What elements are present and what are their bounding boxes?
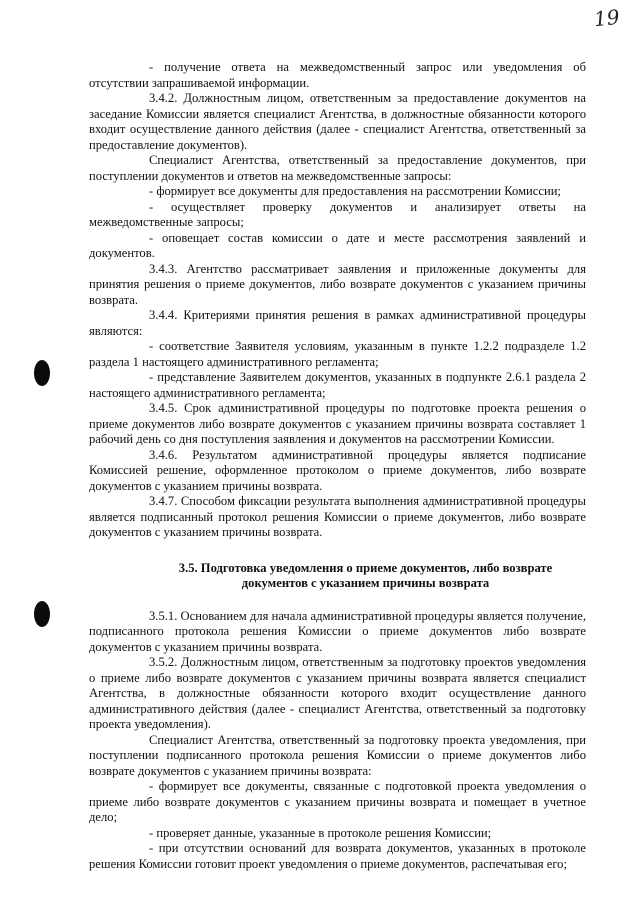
paragraph: - формирует все документы для предоставления на рассмотрении Комиссии;: [149, 184, 561, 198]
paragraph: - формирует все документы, связанные с подготовкой проекта уведомления о приеме либо возврате документов с указанием причины возврата и помещает в учетное дело;: [89, 779, 586, 824]
paragraph: Специалист Агентства, ответственный за предоставление документов, при поступлении документов и ответов на межведомственные запросы:: [89, 153, 586, 183]
paragraph: - получение ответа на межведомственный запрос или уведомления об отсутствии запрашиваемой информации.: [89, 60, 586, 90]
paragraph: - соответствие Заявителя условиям, указанным в пункте 1.2.2 подразделе 1.2 раздела 1 настоящего административного регламента;: [89, 339, 586, 369]
paragraph: 3.4.2. Должностным лицом, ответственным за предоставление документов на заседание Комиссии является специалист Агентства, в должностные обязанности которого входит осуществление данного действия (далее - специалист Агентства, ответственный за предоставление документов).: [89, 91, 586, 152]
section-heading: 3.5. Подготовка уведомления о приеме документов, либо возврате документов с указанием причины возврата: [178, 560, 553, 590]
paragraph: 3.4.3. Агентство рассматривает заявления и приложенные документы для принятия решения о приеме документов, либо возврате документов с указанием причины возврата.: [89, 261, 586, 307]
paragraph: - проверяет данные, указанные в протоколе решения Комиссии;: [149, 825, 492, 840]
paragraph: 3.4.4. Критериями принятия решения в рамках административной процедуры являются:: [89, 308, 586, 338]
paragraph: 3.4.6. Результатом административной процедуры является подписание Комиссией решение, оформленное протоколом о приеме документов, либо возврате документов с указанием причины возврата.: [89, 447, 586, 493]
paragraph: Специалист Агентства, ответственный за подготовку проекта уведомления, при поступлении подписанного протокола решения Комиссии о приеме документов либо возврате документов с указанием причины возврата:: [89, 732, 586, 778]
paragraph: - представление Заявителем документов, указанных в подпункте 2.6.1 раздела 2 настоящего административного регламента;: [89, 370, 586, 400]
document-body: [89, 60, 586, 872]
punch-hole: [34, 601, 50, 627]
paragraph: 3.4.5. Срок административной процедуры по подготовке проекта решения о приеме документов либо возврате документов с указанием причины возврата составляет 1 рабочий день со дня поступления заявления и документов на рассмотрении Комиссии.: [89, 401, 586, 446]
page-number: 19: [592, 4, 621, 32]
paragraph: 3.5.2. Должностным лицом, ответственным за подготовку проектов уведомления о приеме либо возврате документов с указанием причины возврата является специалист Агентства, в должностные обязанности которого входит осуществление данного административного действия (далее - специалист Агентства, ответственный за подготовку проекта уведомления).: [89, 655, 586, 731]
paragraph: - при отсутствии оснований для возврата документов, указанных в протоколе решения Комиссии готовит проект уведомления о приеме документов, распечатывая его;: [89, 841, 586, 871]
punch-hole: [34, 360, 50, 386]
paragraph: - оповещает состав комиссии о дате и месте рассмотрения заявлений и документов.: [89, 230, 586, 260]
paragraph: 3.4.7. Способом фиксации результата выполнения административной процедуры является подписанный протокол решения Комиссии о приеме документов, либо возврате документов с указанием причины возврата.: [89, 494, 586, 539]
paragraph: - осуществляет проверку документов и анализирует ответы на межведомственные запросы;: [89, 199, 586, 229]
paragraph: 3.5.1. Основанием для начала административной процедуры является получение, подписанного протокола решения Комиссии о приеме документов либо возврате документов с указанием причины возврата.: [89, 608, 586, 654]
